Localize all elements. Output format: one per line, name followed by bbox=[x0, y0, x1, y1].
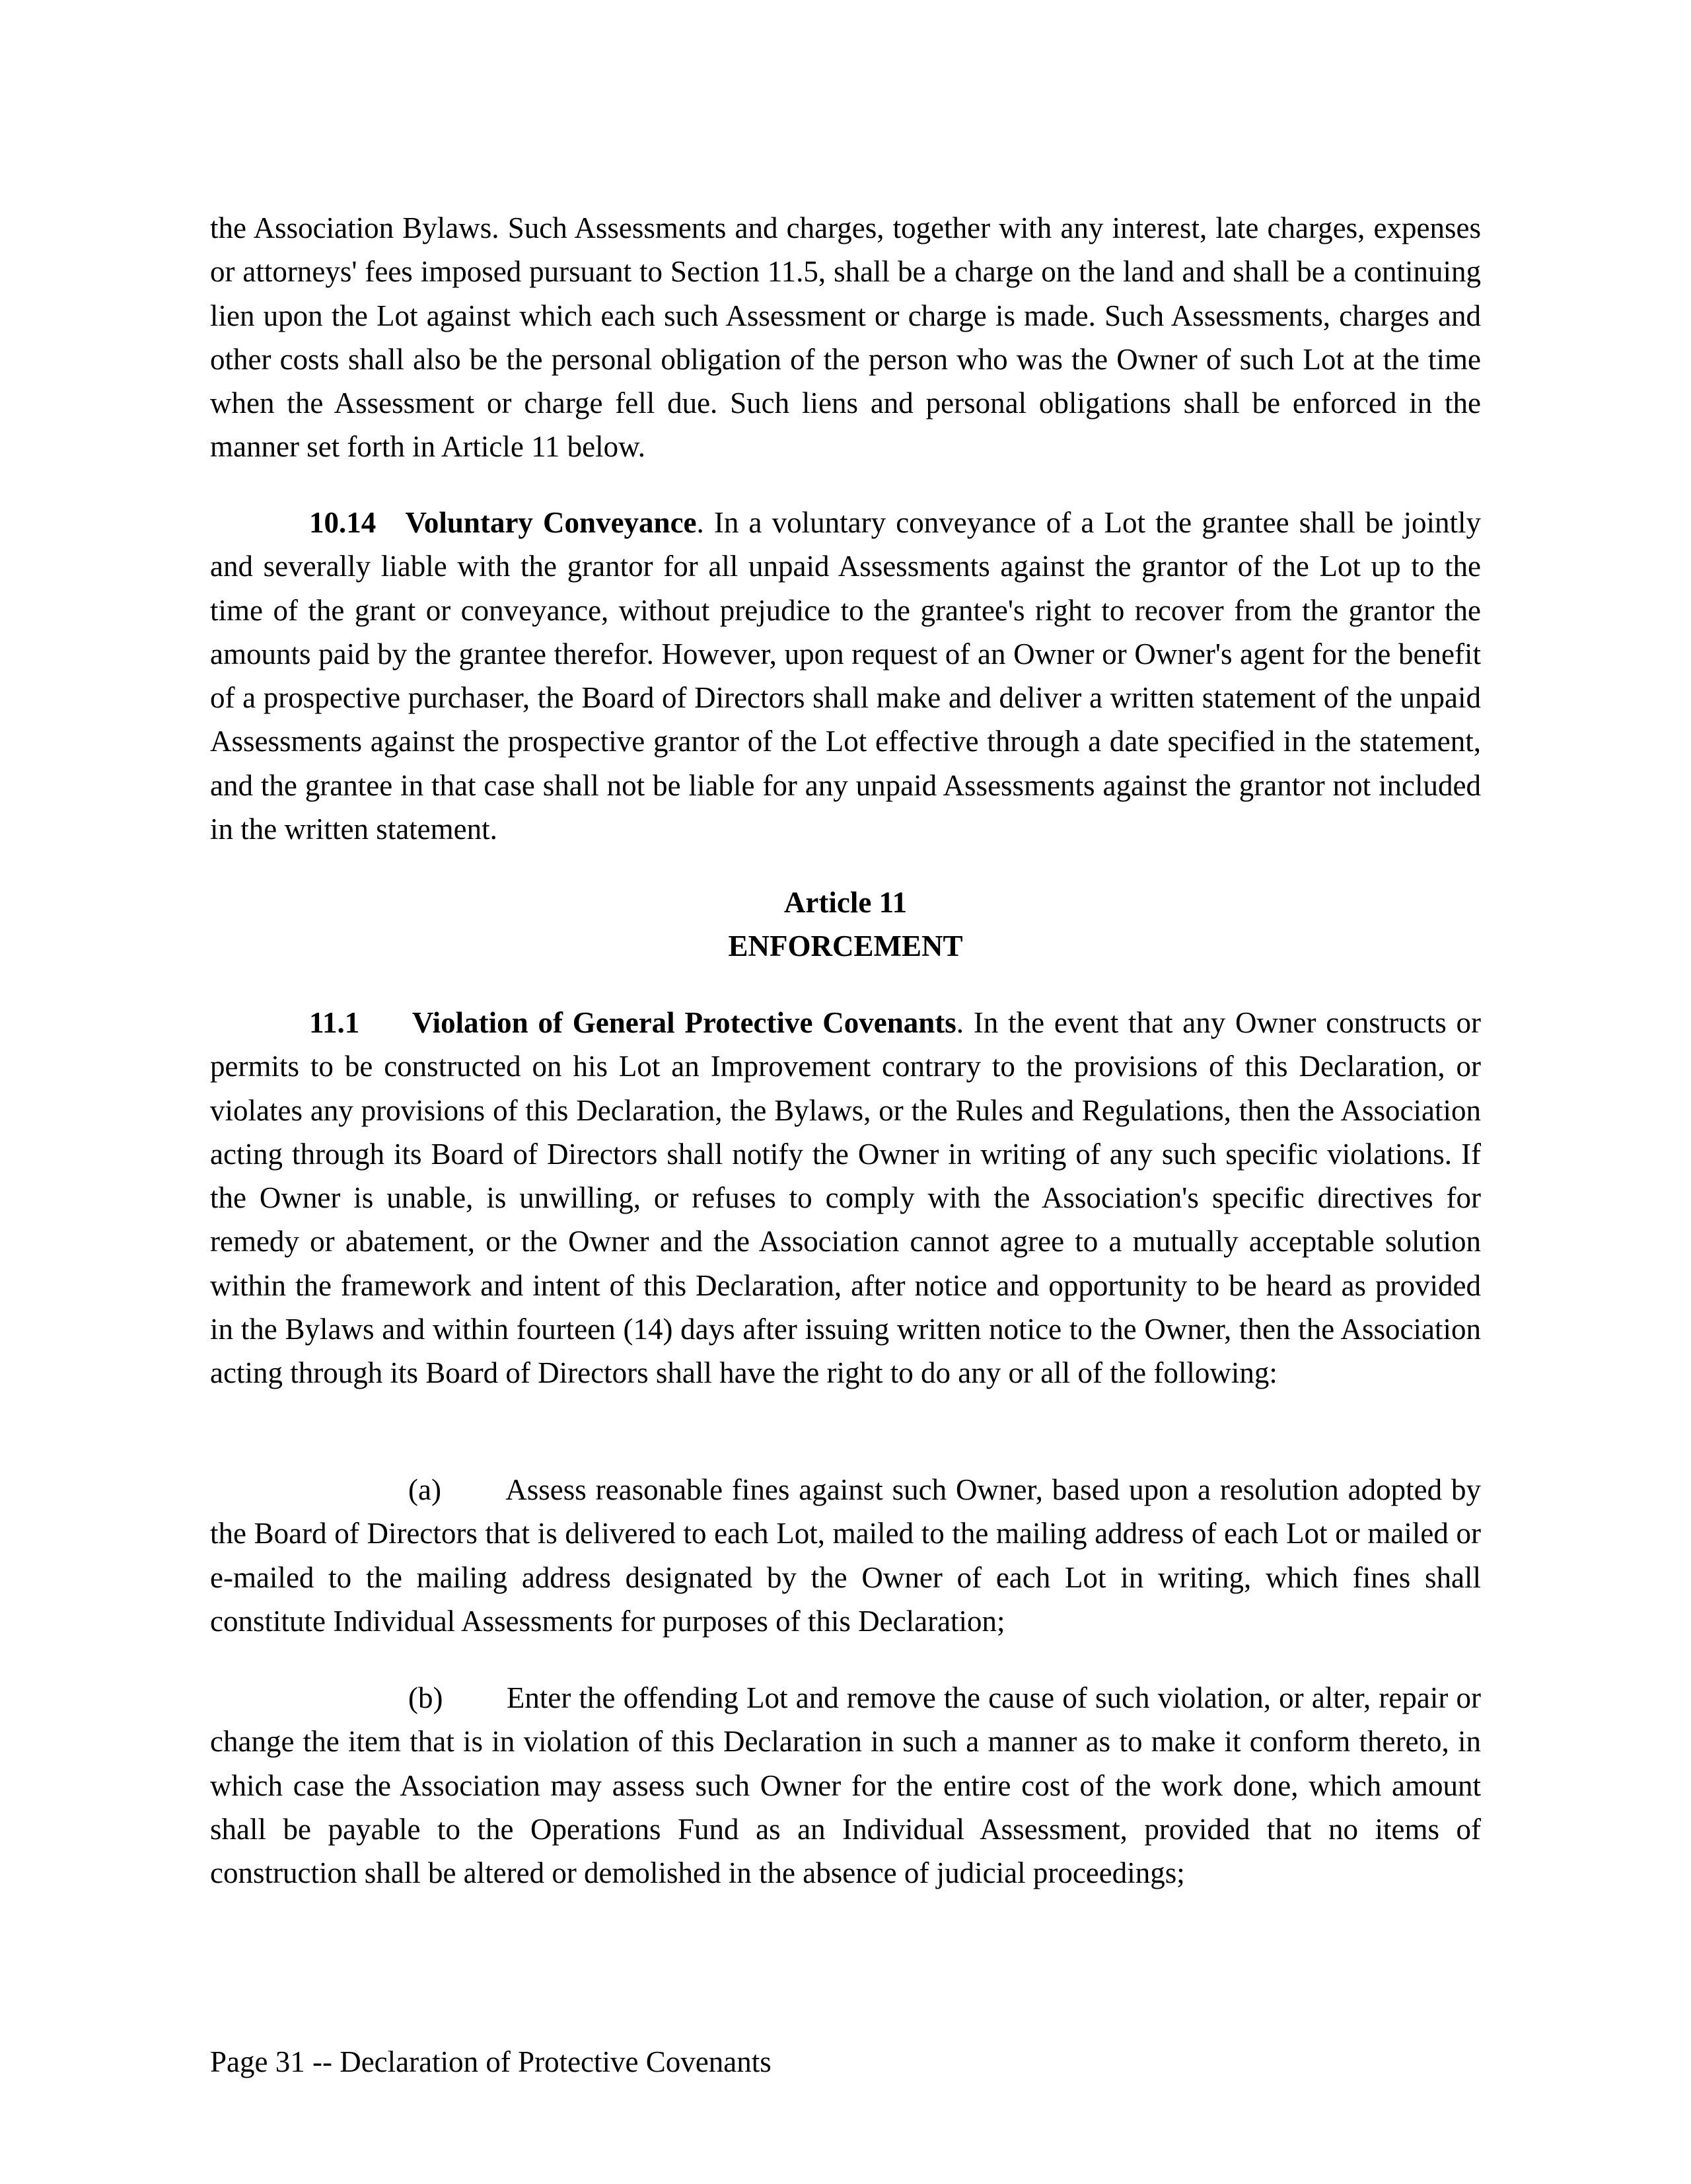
page-footer: Page 31 -- Declaration of Protective Covenants bbox=[210, 2045, 772, 2078]
item-b-body: Enter the offending Lot and remove the cause of such violation, or alter, repair or change the item that is in violation of this Declaration in such a manner as to make it conform thereto, in which case the Association may assess such Owner for the entire cost of the work done, which amount shall be payable to the Operations Fund as an Individual Assessment, provided that no items of construction shall be altered or demolished in the absence of judicial proceedings; bbox=[210, 1681, 1482, 1890]
section-10-14 bbox=[210, 501, 1481, 851]
paragraph-continuation bbox=[210, 206, 1481, 469]
paragraph-continuation-text: the Association Bylaws. Such Assessments and charges, together with any interest, late charges, expenses or attorneys' fees imposed pursuant to Section 11.5, shall be a charge on the land and shall be a continuing lien upon the Lot against which each such Assessment or charge is made. Such Assessments, charges and other costs shall also be the personal obligation of the person who was the Owner of such Lot at the time when the Assessment or charge fell due. Such liens and personal obligations shall be enforced in the manner set forth in Article 11 below. bbox=[210, 211, 1481, 464]
section-10-14-body: . In a voluntary conveyance of a Lot the grantee shall be jointly and severally liable with the grantor for all unpaid Assessments against the grantor of the Lot up to the time of the grant or conveyance, without prejudice to the grantee's right to recover from the grantor the amounts paid by the grantee therefor. However, upon request of an Owner or Owner's agent for the benefit of a prospective purchaser, the Board of Directors shall make and deliver a written statement of the unpaid Assessments against the prospective grantor of the Lot effective through a date specified in the statement, and the grantee in that case shall not be liable for any unpaid Assessments against the grantor not included in the written statement. bbox=[210, 506, 1482, 846]
item-a bbox=[210, 1468, 1481, 1643]
article-label: Article 11 bbox=[783, 886, 908, 919]
article-title: ENFORCEMENT bbox=[728, 929, 963, 963]
item-a-label: (a) bbox=[408, 1473, 441, 1506]
section-11-1-title: Violation of General Protective Covenants bbox=[412, 1006, 956, 1039]
item-a-body: Assess reasonable fines against such Owner, based upon a resolution adopted by the Board of Directors that is delivered to each Lot, mailed to the mailing address of each Lot or mailed or e-mailed to the mailing address designated by the Owner of each Lot in writing, which fines shall constitute Individual Assessments for purposes of this Declaration; bbox=[210, 1473, 1481, 1638]
item-b-label: (b) bbox=[408, 1681, 443, 1714]
section-11-1 bbox=[210, 1001, 1481, 1395]
article-heading bbox=[210, 881, 1481, 968]
section-10-14-title: Voluntary Conveyance bbox=[405, 506, 697, 539]
section-11-1-number: 11.1 bbox=[309, 1006, 360, 1039]
section-10-14-number: 10.14 bbox=[309, 506, 377, 539]
section-11-1-body: . In the event that any Owner constructs or permits to be constructed on his Lot an Improvement contrary to the provisions of this Declaration, or violates any provisions of this Declaration, the Bylaws, or the Rules and Regulations, then the Association acting through its Board of Directors shall notify the Owner in writing of any such specific violations. If the Owner is unable, is unwilling, or refuses to comply with the Association's specific directives for remedy or abatement, or the Owner and the Association cannot agree to a mutually acceptable solution within the framework and intent of this Declaration, after notice and opportunity to be heard as provided in the Bylaws and within fourteen (14) days after issuing written notice to the Owner, then the Association acting through its Board of Directors shall have the right to do any or all of the following: bbox=[210, 1006, 1482, 1390]
item-b bbox=[210, 1676, 1481, 1895]
